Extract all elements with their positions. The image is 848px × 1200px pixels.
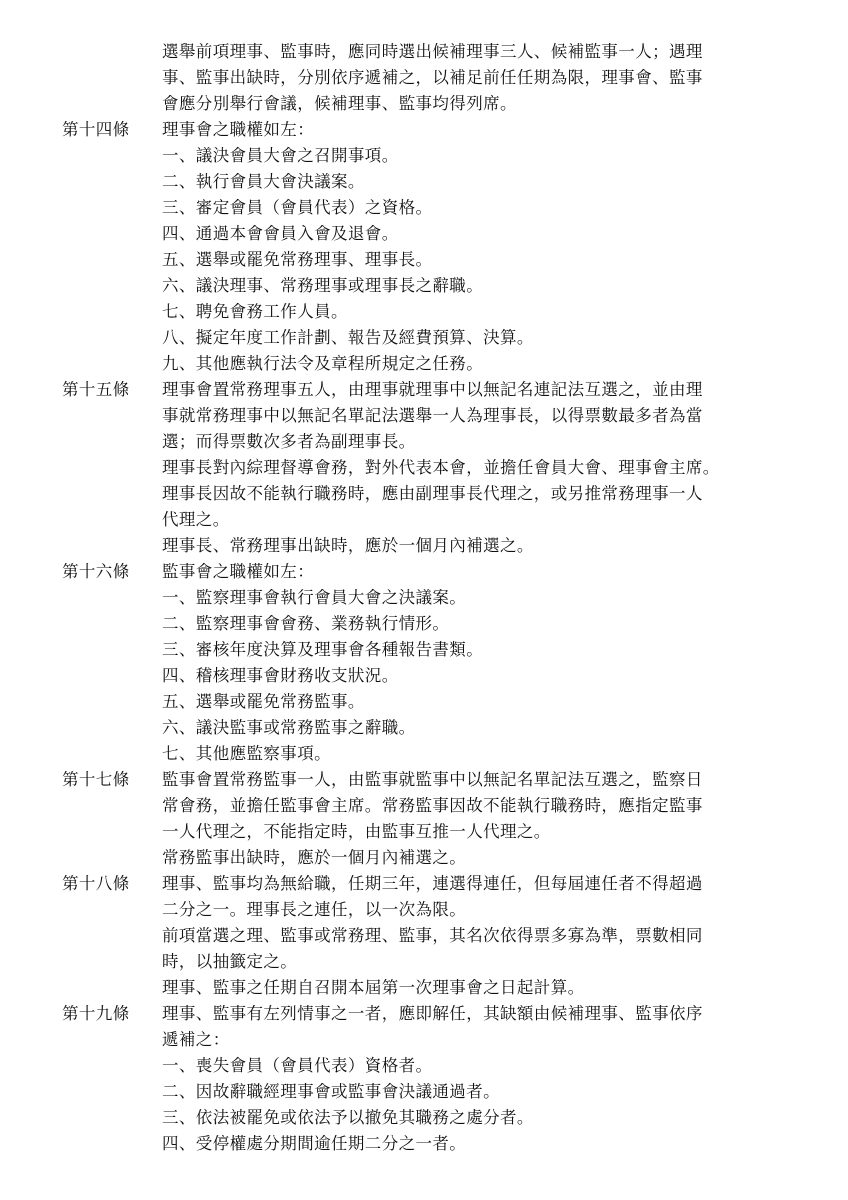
list-item: 七、聘免會務工作人員。 xyxy=(162,302,348,321)
text-line: 理事會之職權如左： xyxy=(162,120,315,139)
list-item: 三、依法被罷免或依法予以撤免其職務之處分者。 xyxy=(162,1108,534,1127)
article-number: 第十五條 xyxy=(62,380,130,399)
text-line: 二分之一。理事長之連任，以一次為限。 xyxy=(162,900,467,919)
list-item: 八、擬定年度工作計劃、報告及經費預算、決算。 xyxy=(162,328,534,347)
article-number: 第十六條 xyxy=(62,562,130,581)
list-item: 三、審核年度決算及理事會各種報告書類。 xyxy=(162,640,484,659)
text-line: 一人代理之，不能指定時，由監事互推一人代理之。 xyxy=(162,822,551,841)
list-item: 四、受停權處分期間逾任期二分之一者。 xyxy=(162,1134,467,1153)
list-item: 一、議決會員大會之召開事項。 xyxy=(162,146,399,165)
list-item: 九、其他應執行法令及章程所規定之任務。 xyxy=(162,354,484,373)
list-item: 五、選舉或罷免常務監事。 xyxy=(162,692,365,711)
text-line: 理事長因故不能執行職務時，應由副理事長代理之，或另推常務理事一人 xyxy=(162,484,703,503)
text-line: 常務監事出缺時，應於一個月內補選之。 xyxy=(162,848,467,867)
text-line: 事、監事出缺時，分別依序遞補之，以補足前任任期為限，理事會、監事 xyxy=(162,68,703,87)
text-line: 理事、監事有左列情事之一者，應即解任，其缺額由候補理事、監事依序 xyxy=(162,1004,703,1023)
list-item: 六、議決理事、常務理事或理事長之辭職。 xyxy=(162,276,484,295)
text-line: 時，以抽籤定之。 xyxy=(162,952,298,971)
text-line: 遞補之： xyxy=(162,1030,230,1049)
article-number: 第十四條 xyxy=(62,120,130,139)
list-item: 二、因故辭職經理事會或監事會決議通過者。 xyxy=(162,1082,500,1101)
list-item: 一、喪失會員（會員代表）資格者。 xyxy=(162,1056,433,1075)
list-item: 四、稽核理事會財務收支狀況。 xyxy=(162,666,399,685)
text-line: 理事、監事均為無給職，任期三年，連選得連任，但每屆連任者不得超過 xyxy=(162,874,703,893)
text-line: 理事、監事之任期自召開本屆第一次理事會之日起計算。 xyxy=(162,978,585,997)
text-line: 事就常務理事中以無記名單記法選舉一人為理事長，以得票數最多者為當 xyxy=(162,406,703,425)
text-line: 監事會置常務監事一人，由監事就監事中以無記名單記法互選之，監察日 xyxy=(162,770,703,789)
list-item: 二、監察理事會會務、業務執行情形。 xyxy=(162,614,450,633)
text-line: 會應分別舉行會議，候補理事、監事均得列席。 xyxy=(162,94,517,113)
text-line: 監事會之職權如左： xyxy=(162,562,315,581)
text-line: 理事長對內綜理督導會務，對外代表本會，並擔任會員大會、理事會主席。 xyxy=(162,458,720,477)
text-line: 選舉前項理事、監事時，應同時選出候補理事三人、候補監事一人；遇理 xyxy=(162,42,703,61)
article-number: 第十七條 xyxy=(62,770,130,789)
list-item: 四、通過本會會員入會及退會。 xyxy=(162,224,399,243)
list-item: 七、其他應監察事項。 xyxy=(162,744,331,763)
text-line: 理事長、常務理事出缺時，應於一個月內補選之。 xyxy=(162,536,534,555)
list-item: 五、選舉或罷免常務理事、理事長。 xyxy=(162,250,433,269)
list-item: 一、監察理事會執行會員大會之決議案。 xyxy=(162,588,467,607)
text-line: 理事會置常務理事五人，由理事就理事中以無記名連記法互選之，並由理 xyxy=(162,380,703,399)
list-item: 六、議決監事或常務監事之辭職。 xyxy=(162,718,416,737)
article-number: 第十九條 xyxy=(62,1004,130,1023)
text-line: 選；而得票數次多者為副理事長。 xyxy=(162,432,416,451)
text-line: 前項當選之理、監事或常務理、監事，其名次依得票多寡為準，票數相同 xyxy=(162,926,703,945)
text-line: 代理之。 xyxy=(162,510,230,529)
list-item: 三、審定會員（會員代表）之資格。 xyxy=(162,198,433,217)
article-number: 第十八條 xyxy=(62,874,130,893)
list-item: 二、執行會員大會決議案。 xyxy=(162,172,365,191)
text-line: 常會務，並擔任監事會主席。常務監事因故不能執行職務時，應指定監事 xyxy=(162,796,703,815)
